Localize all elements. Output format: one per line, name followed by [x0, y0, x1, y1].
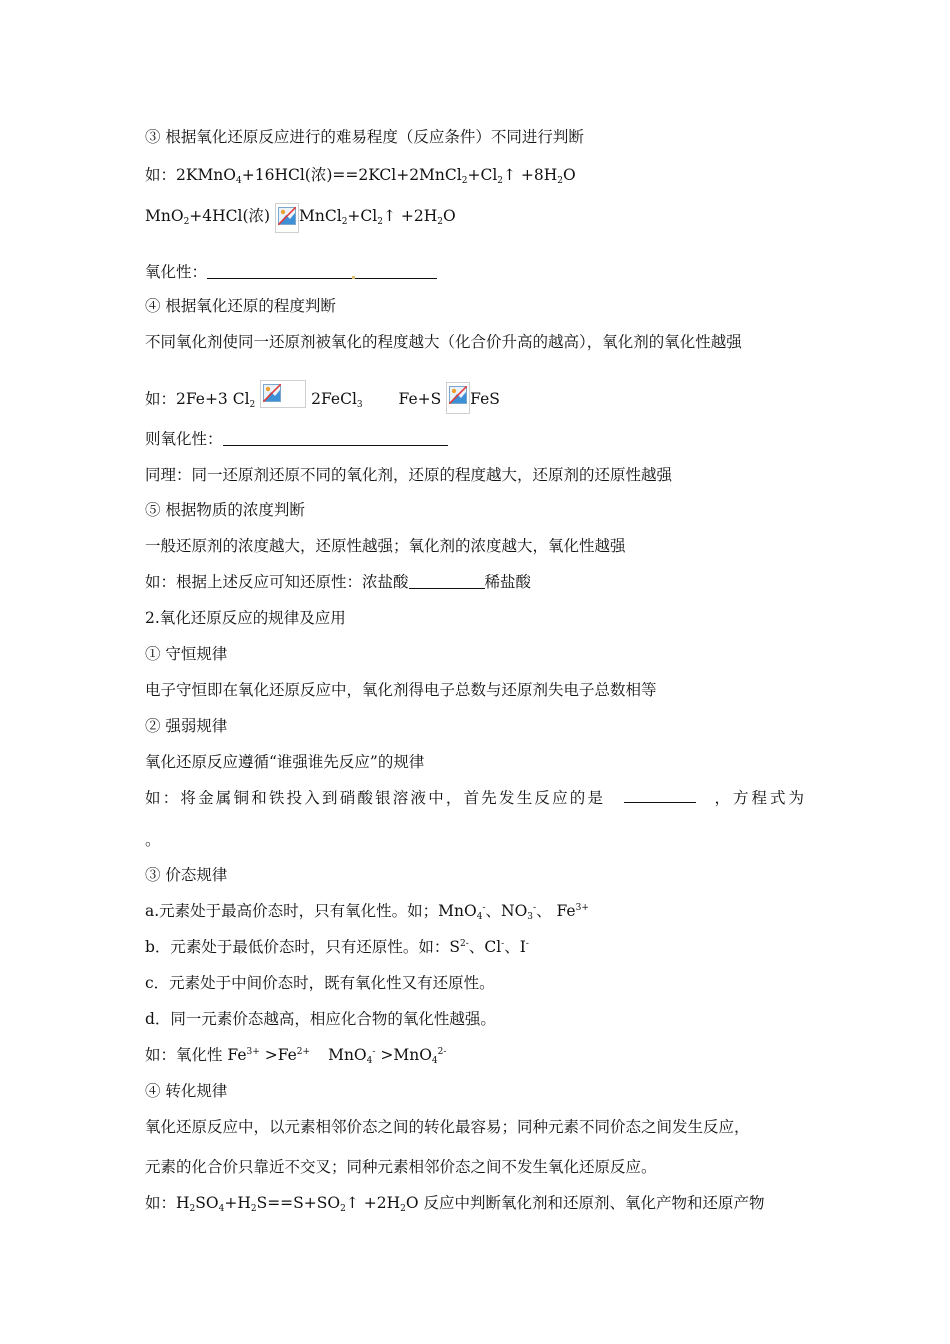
- example-oxidizing-order: [145, 1045, 446, 1065]
- heading-rule-3: ③ 价态规律: [145, 866, 228, 884]
- answer-blank[interactable]: [355, 264, 437, 279]
- eq-text: +H: [224, 1194, 251, 1212]
- label-oxidizing: 氧化性：: [145, 263, 208, 281]
- eq-sub: 4: [218, 1204, 225, 1214]
- answer-blank[interactable]: [409, 574, 485, 589]
- eq-text: O 反应中判断氧化剂和还原剂、氧化产物和还原产物: [405, 1194, 765, 1212]
- eq-sup: 2-: [437, 1047, 447, 1057]
- paragraph-concentration: 一般还原剂的浓度越大，还原性越强；氧化剂的浓度越大，氧化性越强: [145, 537, 626, 555]
- eq-text: 如：2KMnO: [145, 166, 237, 184]
- valence-c-line: c．元素处于中间价态时，既有氧化性又有还原性。: [145, 974, 495, 992]
- eq-text: MnCl: [299, 207, 342, 225]
- example-cu-fe-line: [145, 788, 807, 808]
- valence-b-line: [145, 937, 529, 957]
- answer-blank[interactable]: [624, 788, 696, 803]
- equation-mno2-hcl: [145, 203, 456, 233]
- eq-sub: 2: [250, 1204, 257, 1214]
- eq-sub: 4: [476, 912, 483, 922]
- broken-image-icon: [260, 380, 306, 408]
- heading-rule-4: ④ 转化规律: [145, 1082, 228, 1100]
- eq-sub: 3: [356, 400, 363, 410]
- heading-method-4: ④ 根据氧化还原的程度判断: [145, 297, 336, 315]
- eq-sub: 2: [341, 217, 348, 227]
- eq-text: 如：将金属铜和铁投入到硝酸银溶液中，首先发生反应的是: [145, 789, 606, 807]
- valence-d-line: d．同一元素价态越高，相应化合物的氧化性越强。: [145, 1010, 496, 1028]
- eq-text: 稀盐酸: [484, 573, 532, 591]
- eq-text: 如：氧化性 Fe: [145, 1046, 247, 1064]
- eq-text: MnO: [328, 1046, 367, 1064]
- eq-text: SO: [195, 1194, 219, 1212]
- paragraph-degree: 不同氧化剂使同一还原剂被氧化的程度越大（化合价升高的越高），氧化剂的氧化性越强: [145, 333, 742, 351]
- eq-sup: -: [372, 1047, 376, 1057]
- eq-text: ，方程式为: [714, 789, 807, 807]
- eq-sub: 2: [189, 1204, 196, 1214]
- eq-text: 如：H: [145, 1194, 190, 1212]
- section-title-rules: 2.氧化还原反应的规律及应用: [145, 609, 346, 627]
- eq-text: +Cl: [467, 166, 498, 184]
- equation-kmno4-hcl: [145, 165, 576, 185]
- eq-sub: 2: [340, 1204, 346, 1214]
- eq-text: O: [442, 207, 456, 225]
- eq-sup: -: [525, 939, 529, 949]
- eq-sup: -: [482, 903, 486, 913]
- period-mark: 。: [145, 831, 161, 849]
- eq-sup: 3+: [575, 903, 589, 913]
- eq-text: 、Cl: [468, 938, 502, 956]
- eq-text: >MnO: [375, 1046, 432, 1064]
- heading-rule-1: ① 守恒规律: [145, 645, 228, 663]
- eq-sub: 4: [366, 1056, 373, 1066]
- eq-text: 2FeCl: [311, 390, 357, 408]
- eq-sub: 2: [557, 176, 564, 186]
- paragraph-similarly: 同理：同一还原剂还原不同的氧化剂，还原的程度越大，还原剂的还原性越强: [145, 466, 673, 484]
- eq-text: MnO: [145, 207, 184, 225]
- eq-text: ↑ +2H: [382, 207, 438, 225]
- eq-sub: 2: [183, 217, 190, 227]
- valence-a-line: [145, 901, 589, 921]
- eq-sub: 4: [236, 176, 242, 186]
- answer-blank[interactable]: [207, 264, 352, 279]
- eq-text: +4HCl(浓): [189, 207, 271, 225]
- eq-text: a.元素处于最高价态时，只有氧化性。如；MnO: [145, 902, 477, 920]
- eq-text: O: [563, 166, 576, 184]
- eq-sup: 2-: [460, 939, 469, 949]
- eq-text: 、I: [504, 938, 526, 956]
- eq-text: b．元素处于最低价态时，只有还原性。如：S: [145, 938, 461, 956]
- eq-sup: -: [501, 939, 505, 949]
- eq-sup: 3+: [246, 1047, 260, 1057]
- paragraph-conservation: 电子守恒即在氧化还原反应中，氧化剂得电子总数与还原剂失电子总数相等: [145, 681, 657, 699]
- equation-fe-reactions: [145, 380, 500, 414]
- example-hcl-line: [145, 572, 531, 592]
- eq-text: 、 Fe: [536, 902, 576, 920]
- eq-text: 如：根据上述反应可知还原性：浓盐酸: [145, 573, 409, 591]
- eq-sub: 2: [437, 217, 443, 227]
- eq-text: Fe+S: [398, 390, 442, 408]
- eq-sub: 2: [249, 400, 256, 410]
- eq-text: ↑ +2H: [345, 1194, 401, 1212]
- eq-text: +Cl: [347, 207, 378, 225]
- eq-sub: 2: [497, 176, 504, 186]
- heading-method-3: ③ 根据氧化还原反应进行的难易程度（反应条件）不同进行判断: [145, 128, 584, 146]
- paragraph-conversion-2: 元素的化合价只靠近不交叉；同种元素相邻价态之间不发生氧化还原反应。: [145, 1158, 657, 1176]
- eq-sub: 2: [400, 1204, 406, 1214]
- eq-sup: -: [533, 903, 537, 913]
- eq-text: 如：2Fe+3 Cl: [145, 390, 250, 408]
- eq-sup: 2+: [296, 1047, 311, 1057]
- paragraph-conversion-1: 氧化还原反应中，以元素相邻价态之间的转化最容易；同种元素不同价态之间发生反应，: [145, 1118, 750, 1136]
- heading-method-5: ⑤ 根据物质的浓度判断: [145, 501, 305, 519]
- broken-image-icon: [275, 203, 299, 233]
- eq-text: ↑ +8H: [503, 166, 558, 184]
- oxidizing-blank-line: [145, 262, 437, 282]
- heading-rule-2: ② 强弱规律: [145, 717, 228, 735]
- eq-text: FeS: [470, 390, 500, 408]
- label-then-oxidizing: 则氧化性：: [145, 430, 223, 448]
- paragraph-strength: 氧化还原反应遵循“谁强谁先反应”的规律: [145, 753, 425, 771]
- broken-image-icon: [446, 382, 470, 414]
- answer-blank[interactable]: [223, 431, 448, 446]
- eq-sub: 4: [431, 1056, 438, 1066]
- eq-text: S==S+SO: [256, 1194, 341, 1212]
- eq-sub: 3: [527, 912, 534, 922]
- eq-text: +16HCl(浓)==2KCl+2MnCl: [241, 166, 462, 184]
- eq-text: 、NO: [485, 902, 528, 920]
- eq-text: >Fe: [259, 1046, 297, 1064]
- then-oxidizing-line: [145, 429, 448, 449]
- example-h2so4-h2s: [145, 1193, 765, 1213]
- eq-sub: 2: [461, 176, 468, 186]
- eq-sub: 2: [377, 217, 383, 227]
